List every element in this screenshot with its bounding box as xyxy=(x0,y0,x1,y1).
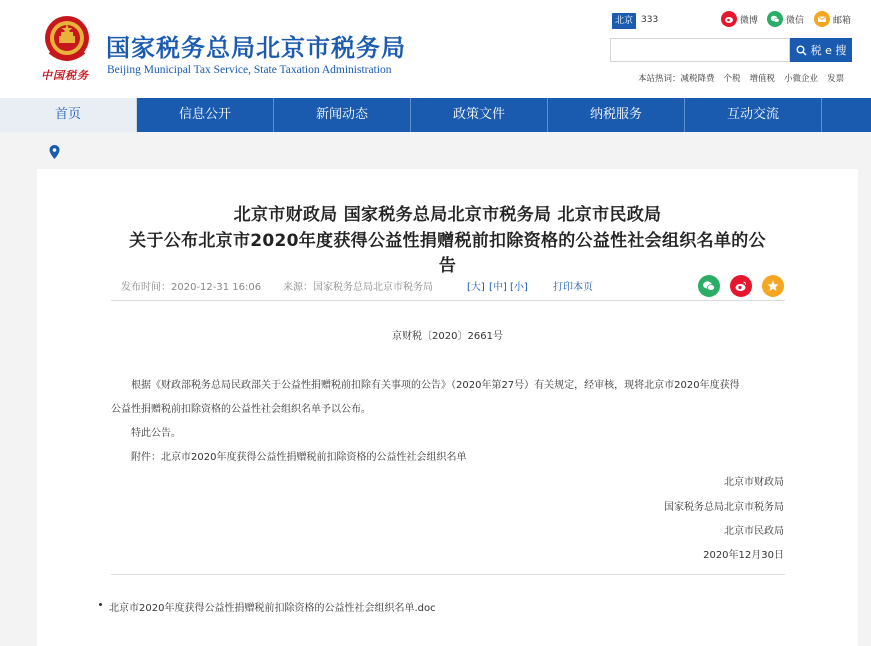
star-icon xyxy=(766,279,780,293)
article-paragraph: 公益性捐赠税前扣除资格的公益性社会组织名单予以公布。 xyxy=(111,404,371,415)
mail-icon xyxy=(814,11,830,27)
meta-divider xyxy=(111,300,785,301)
article-title-line1: 北京市财政局 国家税务总局北京市税务局 北京市民政局 xyxy=(233,205,662,225)
wechat-label: 微信 xyxy=(786,15,805,26)
city-selector[interactable]: 北京 xyxy=(612,13,636,29)
wechat-link[interactable] xyxy=(767,10,804,28)
attachment-divider xyxy=(111,574,785,575)
share-weibo-button[interactable] xyxy=(730,275,752,297)
nav-news[interactable]: 新闻动态 xyxy=(274,98,411,132)
signature-civil-affairs-bureau: 北京市民政局 xyxy=(724,526,784,537)
hot-keywords xyxy=(638,72,844,84)
weibo-label: 微博 xyxy=(740,15,759,26)
attachment-bullet xyxy=(99,603,102,606)
font-size-small[interactable]: [小] xyxy=(510,282,528,293)
search-button[interactable] xyxy=(790,38,852,62)
weibo-icon xyxy=(721,11,737,27)
document-number: 京财税〔2020〕2661号 xyxy=(392,331,503,342)
search-icon xyxy=(796,45,807,56)
site-title[interactable]: 国家税务总局北京市税务局 xyxy=(106,34,406,62)
search-button-label: 税 e 搜 xyxy=(810,44,847,57)
article-paragraph: 根据《财政部税务总局民政部关于公益性捐赠税前扣除有关事项的公告》（2020年第27号）有关规定，经审核，现将北京市2020年度获得 xyxy=(131,380,740,391)
attachment-file-link[interactable]: 北京市2020年度获得公益性捐赠税前扣除资格的公益性社会组织名单.doc xyxy=(109,603,436,614)
location-pin-icon xyxy=(49,145,60,159)
signature-date: 2020年12月30日 xyxy=(703,550,784,561)
search-input[interactable] xyxy=(610,38,790,62)
nav-tax-service[interactable]: 纳税服务 xyxy=(548,98,685,132)
hot-keyword[interactable]: 小微企业 xyxy=(784,74,819,84)
site-header xyxy=(0,0,871,98)
article-source: 来源：国家税务总局北京市税务局 xyxy=(283,282,433,293)
nav-interaction[interactable]: 互动交流 xyxy=(685,98,822,132)
attachment-note: 附件：北京市2020年度获得公益性捐赠税前扣除资格的公益性社会组织名单 xyxy=(131,452,467,463)
weibo-link[interactable] xyxy=(721,10,758,28)
hot-keyword[interactable]: 增值税 xyxy=(749,74,776,84)
mail-link[interactable] xyxy=(814,10,851,28)
site-subtitle: Beijing Municipal Tax Service, State Taxation Administration xyxy=(107,64,392,76)
favorite-button[interactable] xyxy=(762,275,784,297)
font-size-large[interactable]: [大] xyxy=(467,282,485,293)
city-count: 333 xyxy=(641,15,659,25)
publish-time: 发布时间：2020-12-31 16:06 xyxy=(121,282,262,293)
article-paragraph: 特此公告。 xyxy=(131,428,181,439)
nav-filler xyxy=(822,98,871,132)
logo-script-text: 中国税务 xyxy=(41,69,89,82)
print-page-link[interactable]: 打印本页 xyxy=(553,282,593,293)
signature-finance-bureau: 北京市财政局 xyxy=(724,477,784,488)
share-wechat-button[interactable] xyxy=(698,275,720,297)
hot-keyword[interactable]: 个税 xyxy=(723,74,741,84)
hot-keyword-label[interactable]: 本站热词：减税降费 xyxy=(638,74,715,84)
nav-policy[interactable]: 政策文件 xyxy=(411,98,548,132)
article-title-line2: 关于公布北京市2020年度获得公益性捐赠税前扣除资格的公益性社会组织名单的公 xyxy=(129,231,766,251)
article-card xyxy=(37,169,858,646)
article-title-line3: 告 xyxy=(438,256,457,276)
nav-home[interactable]: 首页 xyxy=(0,98,137,132)
main-nav xyxy=(0,98,871,132)
hot-keyword[interactable]: 发票 xyxy=(827,74,845,84)
weibo-icon xyxy=(734,279,748,293)
wechat-icon xyxy=(767,11,783,27)
wechat-icon xyxy=(702,279,716,293)
nav-info-disclosure[interactable]: 信息公开 xyxy=(137,98,274,132)
font-size-medium[interactable]: [中] xyxy=(489,282,507,293)
signature-tax-bureau: 国家税务总局北京市税务局 xyxy=(664,502,784,513)
mail-label: 邮箱 xyxy=(833,15,852,26)
national-emblem-icon[interactable] xyxy=(40,12,94,66)
